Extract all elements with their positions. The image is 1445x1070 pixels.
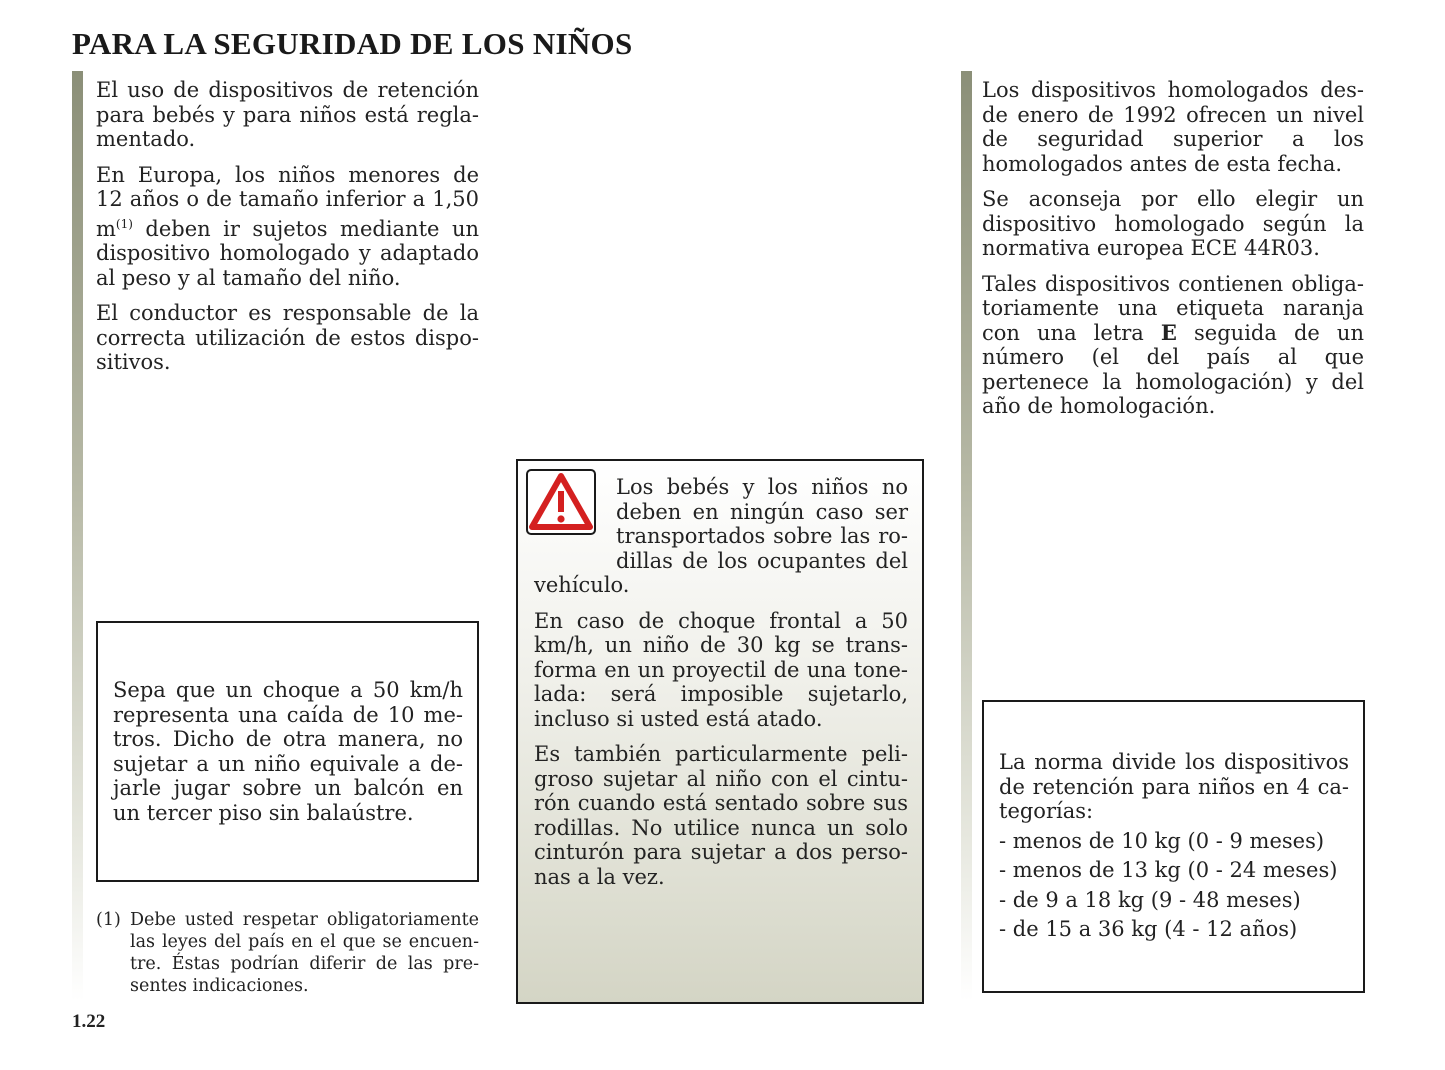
right-paragraph-3-continuation: seguida de un número (el del país al que pertenece la homologación) y del año de homologación. — [982, 320, 1364, 418]
right-paragraph-3-text: Tales dispositivos contienen obligatoriamente una etiqueta naranja con una letra — [982, 271, 1364, 345]
page-number: 1.22 — [72, 1011, 106, 1032]
footnote — [96, 909, 479, 997]
right-paragraph-1: Los dispositivos homologados desde enero de 1992 ofrecen un nivel de seguridad superior a los homologados antes de esta fecha. — [982, 78, 1364, 176]
warning-paragraph-2: En caso de choque frontal a 50 km/h, un niño de 30 kg se transforma en un proyectil de una tonelada: será imposible sujetarlo, incluso si usted está atado. — [534, 608, 908, 731]
left-paragraph-2-continuation: deben ir sujetos mediante un dispositivo homologado y adaptado al peso y al tamaño del niño. — [96, 216, 479, 290]
homologation-letter: E — [1160, 319, 1177, 345]
left-column-sidebar — [72, 71, 83, 1001]
categories-list — [999, 829, 1349, 942]
right-paragraph-2: Se aconseja por ello elegir un dispositivo homologado según la normativa europea ECE 44R03. — [982, 187, 1364, 260]
page-title: PARA LA SEGURIDAD DE LOS NIÑOS — [72, 26, 633, 61]
footnote-number: (1) — [96, 910, 121, 930]
category-item: - menos de 10 kg (0 - 9 meses) — [999, 828, 1325, 853]
footnote-reference: (1) — [115, 216, 133, 231]
left-paragraph-2 — [96, 163, 479, 291]
category-item: - de 15 a 36 kg (4 - 12 años) — [999, 917, 1298, 941]
right-info-box-content — [999, 750, 1349, 947]
category-item: - de 9 a 18 kg (9 - 48 meses) — [999, 887, 1301, 912]
warning-box — [516, 459, 924, 1004]
left-paragraph-1: El uso de dispositivos de retención para bebés y para niños está reglamentado. — [96, 78, 479, 151]
warning-text — [534, 475, 908, 900]
categories-intro: La norma divide los dispositivos de retención para niños en 4 categorías: — [999, 750, 1349, 823]
left-info-box-text: Sepa que un choque a 50 km/h representa una caída de 10 metros. Dicho de otra manera, no sujetar a un niño equivale a dejarle jugar sobre un balcón en un tercer piso sin balaústre. — [113, 678, 463, 825]
warning-paragraph-1: Los bebés y los niños no deben en ningún caso ser transportados sobre las rodillas de los ocupantes del vehículo. — [534, 475, 908, 597]
footnote-text: Debe usted respetar obligatoriamente las leyes del país en el que se encuentre. Éstas podrían diferir de las presentes indicaciones. — [130, 910, 479, 996]
warning-paragraph-3: Es también particularmente peligroso sujetar al niño con el cinturón cuando está sentado sobre sus rodillas. No utilice nunca un solo cinturón para sujetar a dos personas a la vez. — [534, 742, 908, 889]
left-paragraph-2-text: En Europa, los niños menores de 12 años o de tamaño inferior a 1,50 m — [96, 162, 479, 241]
category-item: - menos de 13 kg (0 - 24 meses) — [999, 858, 1338, 882]
left-column-text — [96, 78, 479, 386]
right-column-sidebar — [961, 71, 972, 1001]
right-column-text — [982, 78, 1364, 430]
right-paragraph-3 — [982, 272, 1364, 419]
left-paragraph-3: El conductor es responsable de la correcta utilización de estos dispositivos. — [96, 301, 479, 374]
